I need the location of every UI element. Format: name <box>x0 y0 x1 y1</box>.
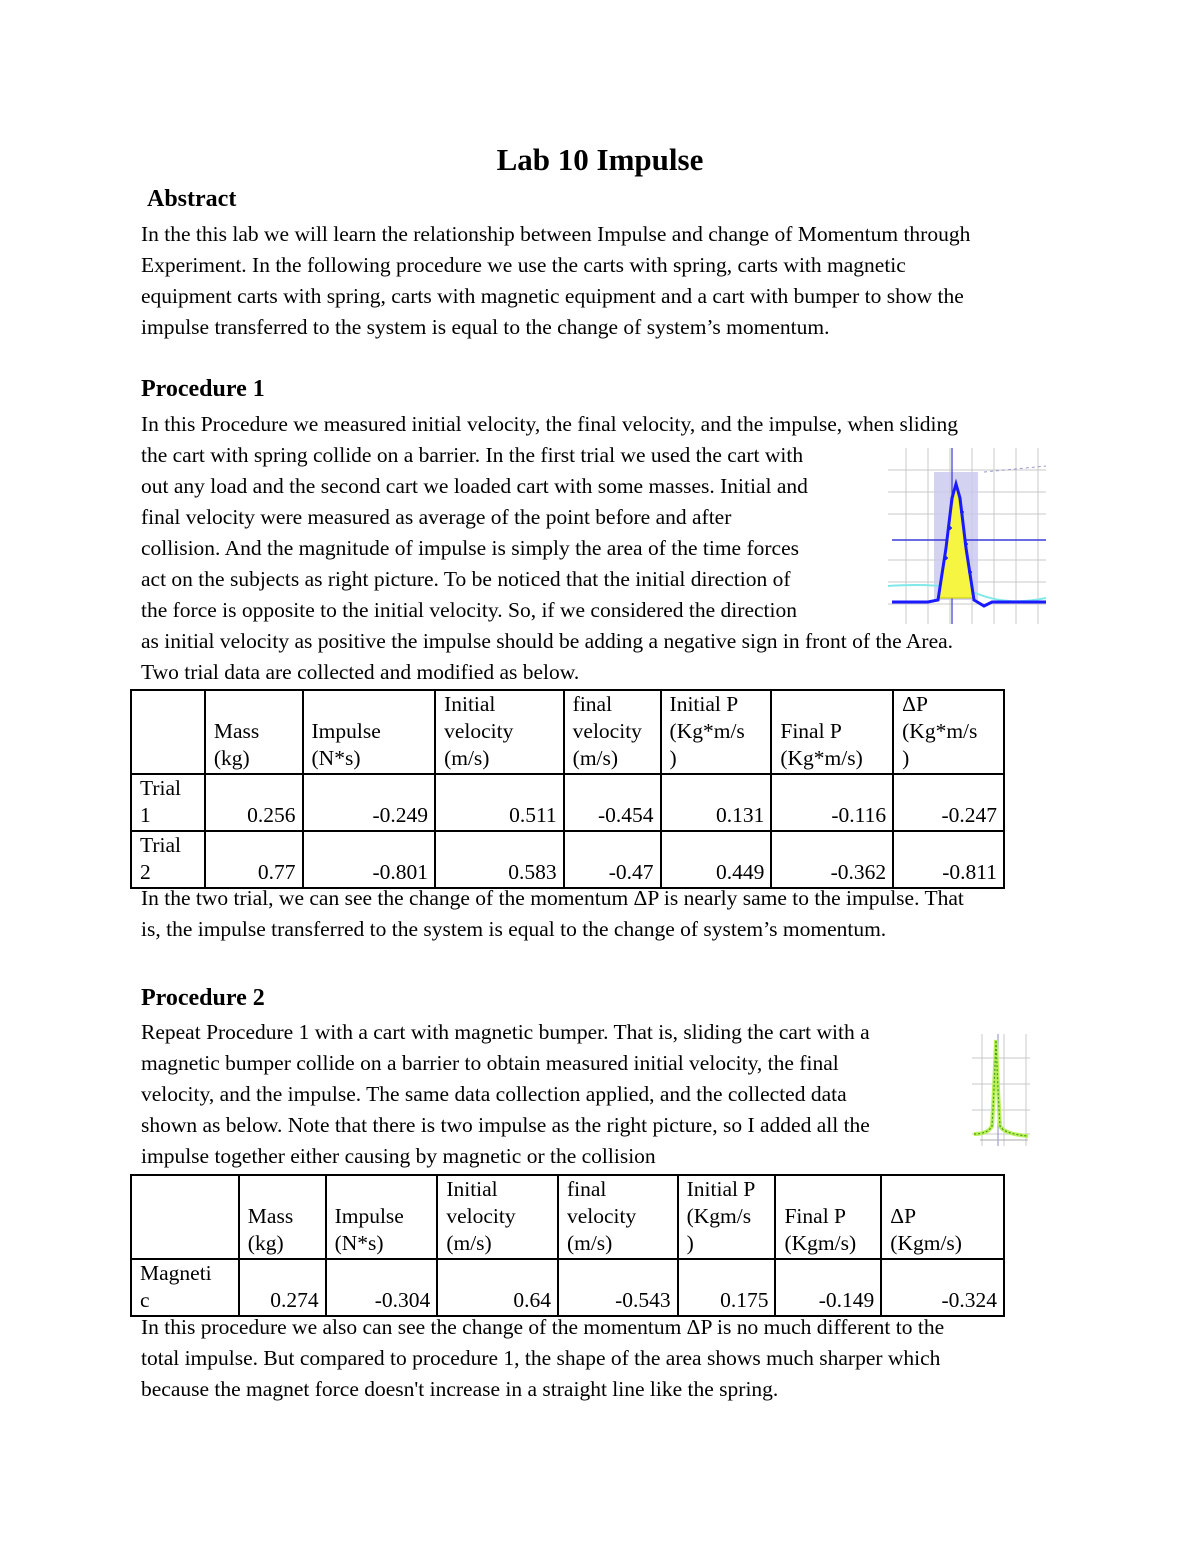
delta-p-cell: -0.324 <box>881 1259 1004 1316</box>
procedure1-data-table <box>130 689 1005 889</box>
text-line: In this procedure we also can see the change of the momentum ΔP is no much different to the <box>141 1315 945 1339</box>
initial-p-cell: 0.131 <box>661 774 772 831</box>
initial-velocity-cell: 0.511 <box>435 774 564 831</box>
header-cell-initial-velocity: Initial velocity (m/s) <box>435 690 564 774</box>
initial-p-cell: 0.175 <box>678 1259 776 1316</box>
header-cell-mass: Mass (kg) <box>239 1175 326 1259</box>
text-line: shown as below. Note that there is two impulse as the right picture, so I added all the <box>141 1113 870 1137</box>
header-cell-empty <box>131 1175 239 1259</box>
text-line: impulse together either causing by magnetic or the collision <box>141 1144 656 1168</box>
text-line: Two trial data are collected and modified as below. <box>141 660 580 684</box>
text-line: In this Procedure we measured initial velocity, the final velocity, and the impulse, when sliding <box>141 412 958 436</box>
mass-cell: 0.256 <box>205 774 303 831</box>
text-line: is, the impulse transferred to the system is equal to the change of system’s momentum. <box>141 917 887 941</box>
text-line: final velocity were measured as average of the point before and after <box>141 505 732 529</box>
spring-impulse-graph-figure <box>888 448 1046 624</box>
header-cell-mass: Mass (kg) <box>205 690 303 774</box>
row-label-cell: Trial 1 <box>131 774 205 831</box>
header-cell-final-p: Final P (Kgm/s) <box>775 1175 881 1259</box>
header-cell-delta-p: ΔP (Kgm/s) <box>881 1175 1004 1259</box>
final-velocity-cell: -0.454 <box>564 774 661 831</box>
header-cell-initial-velocity: Initial velocity (m/s) <box>437 1175 558 1259</box>
table-row <box>131 774 1004 831</box>
final-p-cell: -0.362 <box>771 831 893 888</box>
header-cell-empty <box>131 690 205 774</box>
table-header-row <box>131 690 1004 774</box>
magnetic-impulse-graph-figure <box>972 1034 1030 1146</box>
table-row <box>131 1259 1004 1316</box>
header-cell-impulse: Impulse (N*s) <box>303 690 436 774</box>
text-line: In the this lab we will learn the relationship between Impulse and change of Momentum through <box>141 222 971 246</box>
text-line: magnetic bumper collide on a barrier to obtain measured initial velocity, the final <box>141 1051 839 1075</box>
procedure2-heading: Procedure 2 <box>141 985 265 1011</box>
abstract-paragraph <box>141 219 970 343</box>
initial-velocity-cell: 0.583 <box>435 831 564 888</box>
text-line: the cart with spring collide on a barrier. In the first trial we used the cart with <box>141 443 804 467</box>
impulse-cell: -0.249 <box>303 774 436 831</box>
text-line: act on the subjects as right picture. To be noticed that the initial direction of <box>141 567 791 591</box>
page-title: Lab 10 Impulse <box>496 142 704 177</box>
procedure1-paragraph <box>141 409 958 688</box>
final-p-cell: -0.149 <box>775 1259 881 1316</box>
row-label-cell: Magneti c <box>131 1259 239 1316</box>
procedure2-conclusion <box>141 1312 944 1405</box>
text-line: impulse transferred to the system is equal to the change of system’s momentum. <box>141 315 830 339</box>
initial-velocity-cell: 0.64 <box>437 1259 558 1316</box>
final-velocity-cell: -0.543 <box>558 1259 678 1316</box>
text-line: equipment carts with spring, carts with magnetic equipment and a cart with bumper to show the <box>141 284 964 308</box>
header-cell-initial-p: Initial P (Kgm/s ) <box>678 1175 776 1259</box>
final-p-cell: -0.116 <box>771 774 893 831</box>
text-line: the force is opposite to the initial velocity. So, if we considered the direction <box>141 598 797 622</box>
header-cell-delta-p: ΔP (Kg*m/s ) <box>893 690 1004 774</box>
delta-p-cell: -0.247 <box>893 774 1004 831</box>
header-cell-final-velocity: final velocity (m/s) <box>558 1175 678 1259</box>
initial-p-cell: 0.449 <box>661 831 772 888</box>
table-row <box>131 831 1004 888</box>
final-velocity-cell: -0.47 <box>564 831 661 888</box>
delta-p-cell: -0.811 <box>893 831 1004 888</box>
mass-cell: 0.77 <box>205 831 303 888</box>
procedure1-heading: Procedure 1 <box>141 376 265 402</box>
text-line: total impulse. But compared to procedure 1, the shape of the area shows much sharper which <box>141 1346 941 1370</box>
mass-cell: 0.274 <box>239 1259 326 1316</box>
text-line: In the two trial, we can see the change of the momentum ΔP is nearly same to the impulse. That <box>141 886 964 910</box>
table-header-row <box>131 1175 1004 1259</box>
procedure2-paragraph <box>141 1017 870 1172</box>
procedure2-data-table <box>130 1174 1005 1317</box>
text-line: because the magnet force doesn't increase in a straight line like the spring. <box>141 1377 779 1401</box>
abstract-heading: Abstract <box>147 186 237 212</box>
text-line: Repeat Procedure 1 with a cart with magnetic bumper. That is, sliding the cart with a <box>141 1020 870 1044</box>
text-line: Experiment. In the following procedure we use the carts with spring, carts with magnetic <box>141 253 906 277</box>
text-line: out any load and the second cart we loaded cart with some masses. Initial and <box>141 474 808 498</box>
header-cell-impulse: Impulse (N*s) <box>326 1175 438 1259</box>
header-cell-final-velocity: final velocity (m/s) <box>564 690 661 774</box>
text-line: as initial velocity as positive the impulse should be adding a negative sign in front of the Area. <box>141 629 954 653</box>
header-cell-initial-p: Initial P (Kg*m/s ) <box>661 690 772 774</box>
text-line: velocity, and the impulse. The same data collection applied, and the collected data <box>141 1082 847 1106</box>
impulse-cell: -0.801 <box>303 831 436 888</box>
row-label-cell: Trial 2 <box>131 831 205 888</box>
impulse-cell: -0.304 <box>326 1259 438 1316</box>
text-line: collision. And the magnitude of impulse is simply the area of the time forces <box>141 536 799 560</box>
header-cell-final-p: Final P (Kg*m/s) <box>771 690 893 774</box>
procedure1-conclusion <box>141 883 964 945</box>
